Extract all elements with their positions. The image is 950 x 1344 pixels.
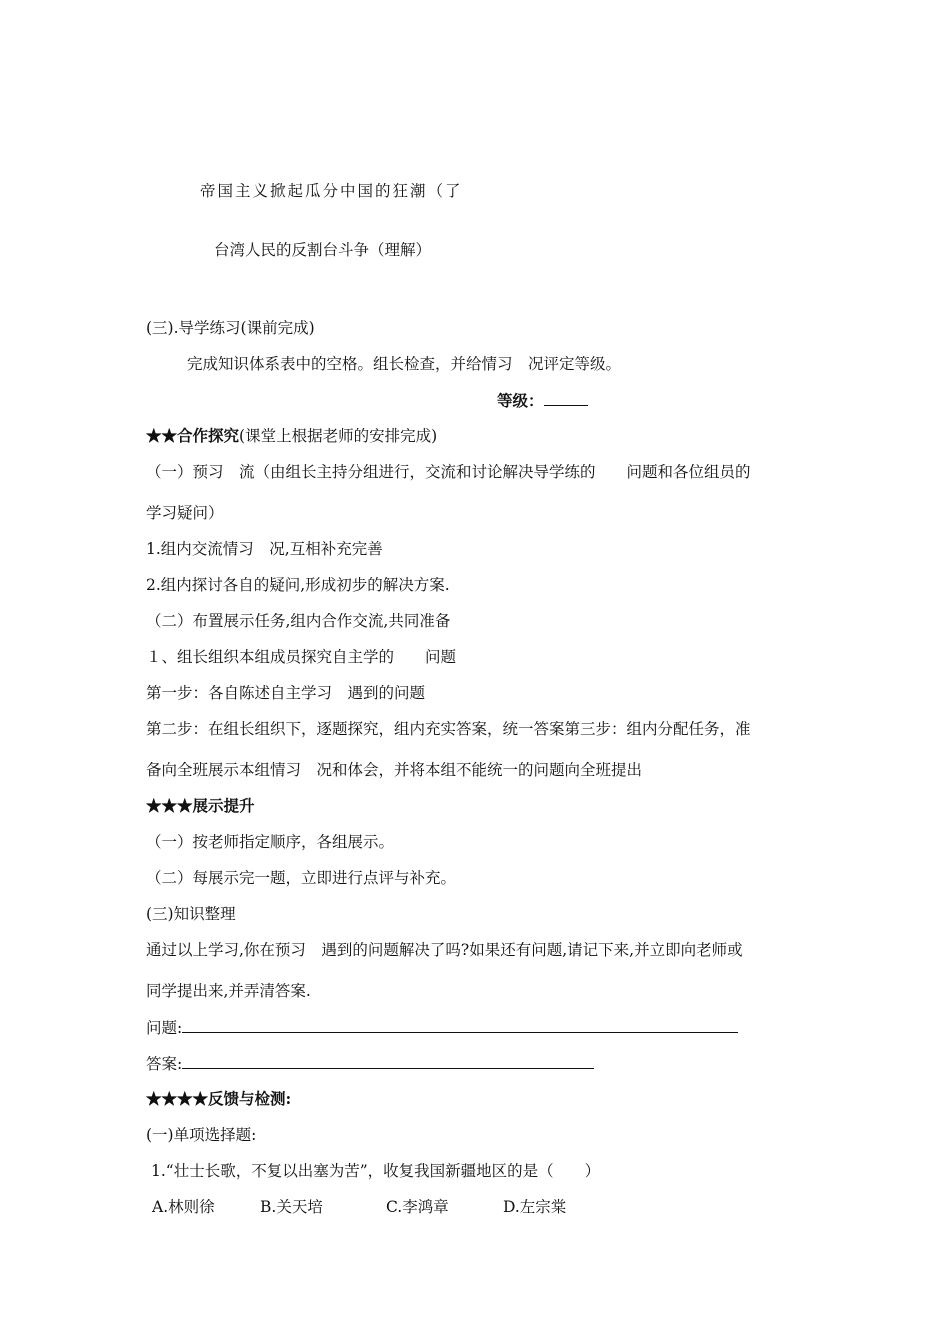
option-c[interactable]: C.李鸿章 <box>386 1198 449 1216</box>
text-line-taiwan: 台湾人民的反割台斗争（理解） <box>214 241 432 259</box>
question-label: 问题: <box>146 1019 183 1037</box>
section-heading-cooperate <box>146 426 437 446</box>
answer-blank[interactable] <box>182 1053 594 1069</box>
text-line-study-questions: 学习疑问） <box>146 504 224 522</box>
section-heading-practice: (三).导学练习(课前完成) <box>146 319 315 337</box>
text-line-preview-exchange: （一）预习 流（由组长主持分组进行，交流和讨论解决导学练的 问题和各位组员的 <box>146 463 751 481</box>
section-heading-choice: (一)单项选择题: <box>146 1126 257 1144</box>
cooperate-title: ★★合作探究 <box>146 426 240 445</box>
question-1: 1.“壮士长歌，不复以出塞为苦”，收复我国新疆地区的是（ ） <box>151 1162 601 1180</box>
text-line-step-two: 第二步：在组长组织下，逐题探究，组内充实答案，统一答案第三步：组内分配任务，准 <box>146 720 751 738</box>
text-line-review: （二）每展示完一题，立即进行点评与补充。 <box>146 869 457 887</box>
text-line-leader-organize: １、组长组织本组成员探究自主学的 问题 <box>146 648 457 666</box>
text-line-summary: 通过以上学习,你在预习 遇到的问题解决了吗?如果还有问题,请记下来,并立即向老师或 <box>146 941 743 959</box>
grade-blank[interactable] <box>544 390 588 406</box>
answer-line <box>146 1053 594 1074</box>
answer-label: 答案: <box>146 1055 183 1073</box>
cooperate-note: (课堂上根据老师的安排完成) <box>239 427 438 445</box>
text-line-complete-table: 完成知识体系表中的空格。组长检查，并给情习 况评定等级。 <box>187 355 622 373</box>
text-line-ask-teacher: 同学提出来,并弄清答案. <box>146 982 311 1000</box>
text-line-display-order: （一）按老师指定顺序，各组展示。 <box>146 833 395 851</box>
text-line-prepare-show: 备向全班展示本组情习 况和体会，并将本组不能统一的问题向全班提出 <box>146 761 643 779</box>
grade-label: 等级： <box>497 391 544 410</box>
question-line <box>146 1017 738 1038</box>
option-b[interactable]: B.关天培 <box>260 1198 323 1216</box>
text-line-assign-task: （二）布置展示任务,组内合作交流,共同准备 <box>146 612 451 630</box>
text-line-group-discuss: 2.组内探讨各自的疑问,形成初步的解决方案. <box>146 576 450 594</box>
question-1-options <box>152 1197 566 1217</box>
section-heading-display: ★★★展示提升 <box>146 796 255 815</box>
question-blank[interactable] <box>182 1017 738 1033</box>
option-a[interactable]: A.林则徐 <box>152 1198 215 1216</box>
section-heading-feedback: ★★★★反馈与检测: <box>146 1089 292 1108</box>
option-d[interactable]: D.左宗棠 <box>503 1198 567 1216</box>
section-heading-knowledge: (三)知识整理 <box>146 905 236 923</box>
text-line-step-one: 第一步：各自陈述自主学习 遇到的问题 <box>146 684 426 702</box>
grade-line <box>497 390 588 411</box>
text-line-group-exchange: 1.组内交流情习 况,互相补充完善 <box>146 540 383 558</box>
text-line-imperialism: 帝国主义掀起瓜分中国的狂潮（了 <box>200 182 463 200</box>
